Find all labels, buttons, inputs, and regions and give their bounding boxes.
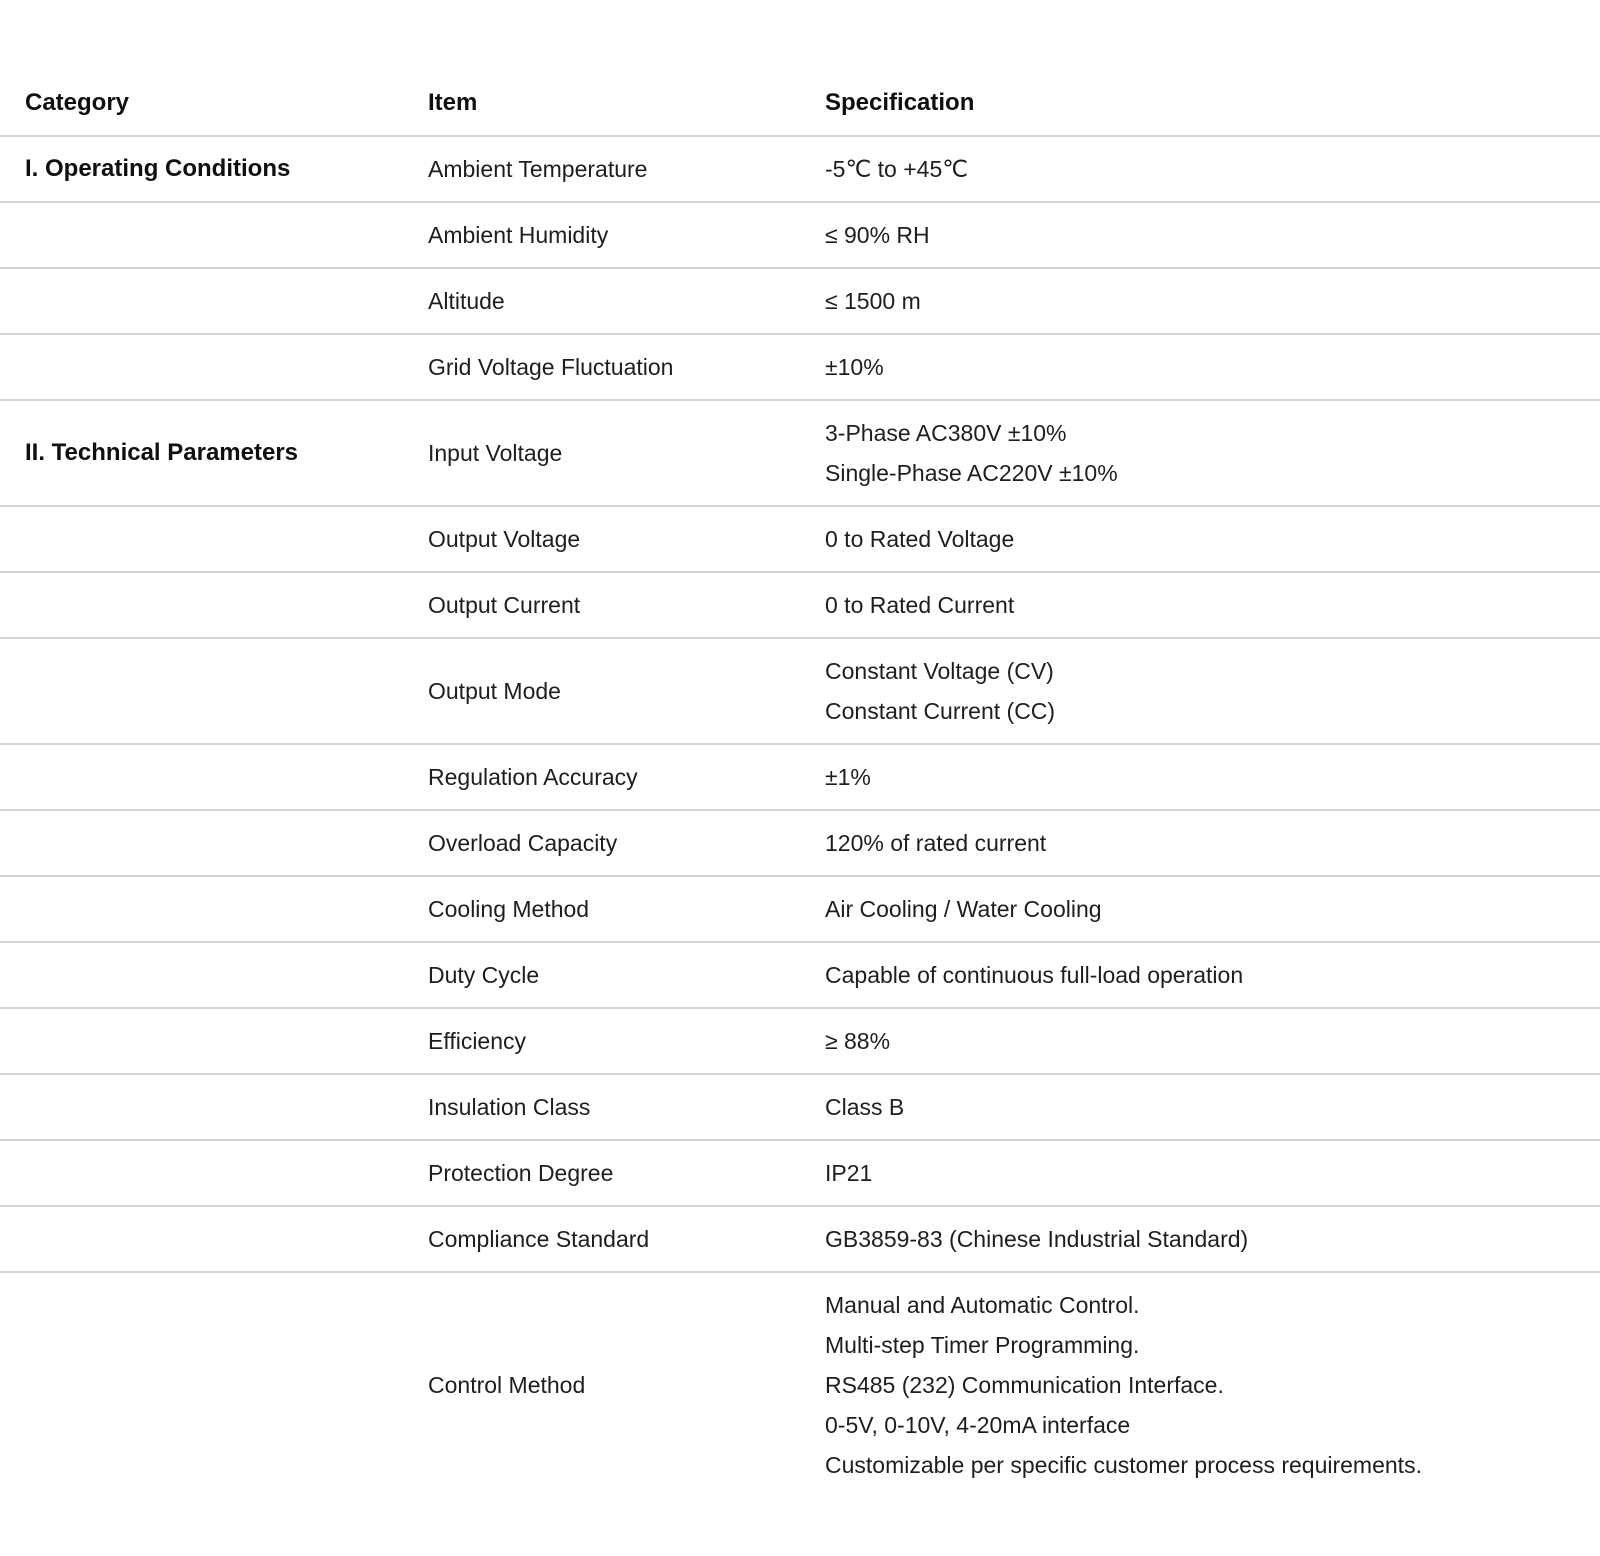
table-row <box>0 400 1600 506</box>
spec-cell <box>825 202 1600 268</box>
item-cell: Regulation Accuracy <box>428 744 825 810</box>
spec-line: RS485 (232) Communication Interface. <box>825 1372 1224 1398</box>
category-cell: I. Operating Conditions <box>0 136 428 202</box>
spec-line: 0 to Rated Voltage <box>825 526 1015 552</box>
spec-line: 0-5V, 0-10V, 4-20mA interface <box>825 1412 1131 1438</box>
column-header-item: Item <box>428 71 825 136</box>
item-cell: Compliance Standard <box>428 1206 825 1272</box>
table-row <box>0 506 1600 572</box>
table-row <box>0 572 1600 638</box>
category-cell <box>0 1140 428 1206</box>
category-cell <box>0 744 428 810</box>
spec-cell <box>825 744 1600 810</box>
spec-cell <box>825 942 1600 1008</box>
spec-line: 3-Phase AC380V ±10% <box>825 420 1067 446</box>
table-row <box>0 942 1600 1008</box>
spec-line: ±10% <box>825 354 884 380</box>
category-cell <box>0 202 428 268</box>
spec-line: Constant Current (CC) <box>825 698 1056 724</box>
spec-line: 0 to Rated Current <box>825 592 1015 618</box>
table-row <box>0 268 1600 334</box>
category-cell <box>0 268 428 334</box>
header-row <box>0 71 1600 136</box>
spec-cell <box>825 1206 1600 1272</box>
spec-cell <box>825 876 1600 942</box>
item-cell: Cooling Method <box>428 876 825 942</box>
spec-cell <box>825 638 1600 744</box>
table-row <box>0 638 1600 744</box>
column-header-specification: Specification <box>825 71 1600 136</box>
spec-line: -5℃ to +45℃ <box>825 156 969 182</box>
item-cell: Duty Cycle <box>428 942 825 1008</box>
item-cell: Efficiency <box>428 1008 825 1074</box>
category-cell <box>0 1272 428 1497</box>
category-cell <box>0 506 428 572</box>
item-cell: Insulation Class <box>428 1074 825 1140</box>
table-row <box>0 1272 1600 1497</box>
table-row <box>0 876 1600 942</box>
spec-line: 120% of rated current <box>825 830 1047 856</box>
spec-line: Capable of continuous full-load operation <box>825 962 1244 988</box>
item-cell: Output Mode <box>428 638 825 744</box>
category-cell <box>0 1074 428 1140</box>
item-cell: Output Current <box>428 572 825 638</box>
item-cell: Output Voltage <box>428 506 825 572</box>
spec-cell <box>825 506 1600 572</box>
spec-line: Air Cooling / Water Cooling <box>825 896 1102 922</box>
category-cell <box>0 334 428 400</box>
table-row <box>0 202 1600 268</box>
table-row <box>0 744 1600 810</box>
item-cell: Overload Capacity <box>428 810 825 876</box>
spec-cell <box>825 334 1600 400</box>
spec-line: GB3859-83 (Chinese Industrial Standard) <box>825 1226 1249 1252</box>
item-cell: Protection Degree <box>428 1140 825 1206</box>
column-header-category: Category <box>0 71 428 136</box>
category-cell <box>0 876 428 942</box>
spec-line: ±1% <box>825 764 871 790</box>
spec-line: Constant Voltage (CV) <box>825 658 1054 684</box>
spec-cell <box>825 136 1600 202</box>
spec-line: Customizable per specific customer process requirements. <box>825 1452 1422 1478</box>
spec-line: Manual and Automatic Control. <box>825 1292 1140 1318</box>
spec-line: Single-Phase AC220V ±10% <box>825 460 1118 486</box>
category-cell <box>0 810 428 876</box>
category-cell <box>0 1008 428 1074</box>
category-cell <box>0 942 428 1008</box>
spec-cell <box>825 810 1600 876</box>
table-row <box>0 1140 1600 1206</box>
table-row <box>0 334 1600 400</box>
spec-cell <box>825 572 1600 638</box>
item-cell: Control Method <box>428 1372 586 1398</box>
spec-cell <box>825 1074 1600 1140</box>
item-cell: Altitude <box>428 268 825 334</box>
spec-cell <box>825 268 1600 334</box>
category-cell <box>0 638 428 744</box>
spec-line: Class B <box>825 1094 905 1120</box>
spec-cell <box>825 1008 1600 1074</box>
item-cell: Ambient Humidity <box>428 202 825 268</box>
category-cell <box>0 572 428 638</box>
table-row <box>0 1008 1600 1074</box>
table-row <box>0 136 1600 202</box>
item-cell: Ambient Temperature <box>428 136 825 202</box>
category-cell <box>0 1206 428 1272</box>
spec-line: Multi-step Timer Programming. <box>825 1332 1140 1358</box>
item-cell: Grid Voltage Fluctuation <box>428 334 825 400</box>
spec-line: IP21 <box>825 1160 873 1186</box>
table-row <box>0 1074 1600 1140</box>
spec-table <box>0 71 1600 1497</box>
spec-cell <box>825 1272 1600 1497</box>
spec-line: ≤ 1500 m <box>825 288 921 314</box>
item-cell: Input Voltage <box>428 400 825 506</box>
spec-line: ≥ 88% <box>825 1028 891 1054</box>
spec-cell <box>825 400 1600 506</box>
spec-line: ≤ 90% RH <box>825 222 930 248</box>
table-row <box>0 810 1600 876</box>
spec-cell <box>825 1140 1600 1206</box>
category-cell: II. Technical Parameters <box>0 400 428 506</box>
table-row <box>0 1206 1600 1272</box>
